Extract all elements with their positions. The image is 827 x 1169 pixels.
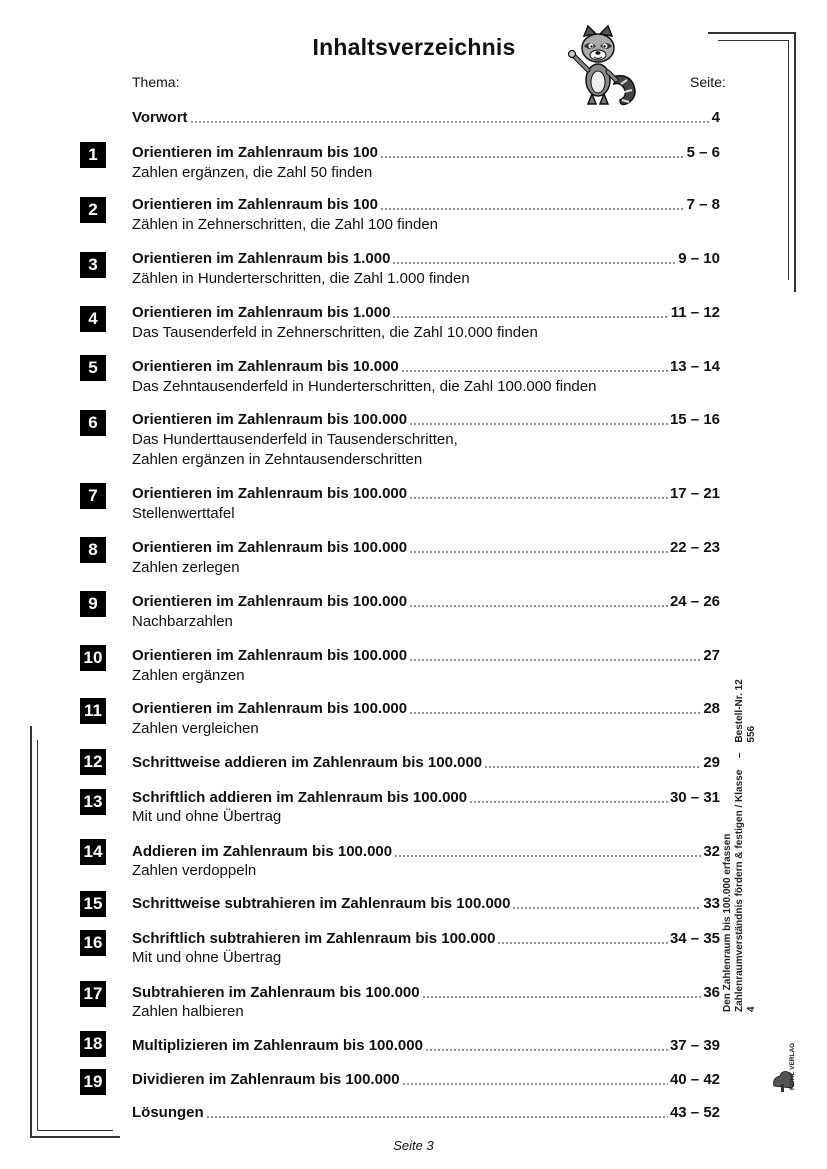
toc-entry-subtitle: Zahlen halbieren xyxy=(132,1003,244,1020)
toc-entry-pages: 34 – 35 xyxy=(669,930,720,947)
chapter-number-badge: 9 xyxy=(80,591,106,617)
chapter-number-badge: 17 xyxy=(80,981,106,1007)
chapter-number-badge: 11 xyxy=(80,698,106,724)
toc-entry-title: Schrittweise addieren im Zahlenraum bis 100.000 xyxy=(132,754,483,771)
frame-bottom-left-h2 xyxy=(37,1130,113,1131)
toc-entry-title: Subtrahieren im Zahlenraum bis 100.000 xyxy=(132,984,420,1001)
toc-entry-subtitle: Das Hunderttausenderfeld in Tausenderschritten, xyxy=(132,431,458,448)
toc-entry-pages: 9 – 10 xyxy=(678,250,720,267)
chapter-number-badge: 4 xyxy=(80,306,106,332)
dot-leader xyxy=(380,156,685,158)
toc-entry-subtitle: Nachbarzahlen xyxy=(132,613,233,630)
dot-leader xyxy=(394,855,701,857)
toc-entry-pages: 11 – 12 xyxy=(670,304,720,321)
toc-entry-subtitle: Zahlen ergänzen, die Zahl 50 finden xyxy=(132,164,373,181)
toc-entry-5[interactable] xyxy=(132,357,720,377)
toc-entry-title: Orientieren im Zahlenraum bis 100.000 xyxy=(132,647,408,664)
dot-leader xyxy=(484,766,701,768)
toc-entry-17[interactable] xyxy=(132,983,720,1003)
book-subtitle: Zahlenraumverständnis fördern & festigen / Klasse 4 xyxy=(734,769,757,1012)
toc-entry-pages: 27 xyxy=(703,647,720,664)
toc-entry-title: Orientieren im Zahlenraum bis 1.000 xyxy=(132,304,391,321)
toc-entry-title: Orientieren im Zahlenraum bis 10.000 xyxy=(132,358,399,375)
chapter-number-badge: 15 xyxy=(80,891,106,917)
book-subtitle-line xyxy=(734,662,758,1012)
chapter-number-badge: 13 xyxy=(80,789,106,815)
chapter-number-badge: 7 xyxy=(80,483,106,509)
toc-entry-10[interactable] xyxy=(132,646,720,666)
toc-entry-pages: 32 xyxy=(703,843,720,860)
toc-entry-3[interactable] xyxy=(132,249,720,269)
toc-entry-title: Orientieren im Zahlenraum bis 100 xyxy=(132,196,378,213)
toc-entry-1[interactable] xyxy=(132,143,720,163)
toc-entry-title: Lösungen xyxy=(132,1104,204,1121)
toc-entry-2[interactable] xyxy=(132,195,720,215)
dot-leader xyxy=(190,121,710,123)
page-number: Seite 3 xyxy=(393,1138,434,1153)
toc-entry-title: Orientieren im Zahlenraum bis 100.000 xyxy=(132,485,408,502)
dot-leader xyxy=(401,370,668,372)
toc-entry-6[interactable] xyxy=(132,410,720,430)
toc-entry-11[interactable] xyxy=(132,699,720,719)
separator-dash: – xyxy=(734,752,745,759)
toc-entry-subtitle: Stellenwerttafel xyxy=(132,505,235,522)
dot-leader xyxy=(409,659,701,661)
toc-entry-pages: 22 – 23 xyxy=(669,539,720,556)
chapter-number-badge: 18 xyxy=(80,1031,106,1057)
toc-entry-pages: 29 xyxy=(703,754,720,771)
toc-entry-16[interactable] xyxy=(132,929,720,949)
toc-entry-subtitle: Zahlen verdoppeln xyxy=(132,862,257,879)
dot-leader xyxy=(392,316,668,318)
toc-entry-14[interactable] xyxy=(132,842,720,862)
toc-entry-7[interactable] xyxy=(132,484,720,504)
toc-entry-title: Addieren im Zahlenraum bis 100.000 xyxy=(132,843,393,860)
frame-top-right-v2 xyxy=(788,40,789,280)
toc-entry-title: Orientieren im Zahlenraum bis 100.000 xyxy=(132,700,408,717)
dot-leader xyxy=(422,996,702,998)
frame-bottom-left-v2 xyxy=(37,740,38,1130)
book-info-sidebar xyxy=(722,662,762,1012)
topic-column-label: Thema: xyxy=(132,74,180,90)
toc-entry-15[interactable] xyxy=(132,894,720,914)
toc-entry-vorwort[interactable] xyxy=(132,108,720,128)
page-column-label: Seite: xyxy=(690,74,726,90)
dot-leader xyxy=(402,1083,668,1085)
toc-entry-pages: 30 – 31 xyxy=(669,789,720,806)
toc-entry-title: Schriftlich addieren im Zahlenraum bis 100.000 xyxy=(132,789,468,806)
frame-top-right-h2 xyxy=(718,40,788,41)
toc-entry-subtitle: Zahlen ergänzen in Zehntausenderschritten xyxy=(132,451,423,468)
dot-leader xyxy=(497,942,667,944)
toc-entry-pages: 36 xyxy=(703,984,720,1001)
dot-leader xyxy=(409,551,668,553)
toc-entry-subtitle: Zahlen ergänzen xyxy=(132,667,245,684)
toc-entry-subtitle: Das Tausenderfeld in Zehnerschritten, die Zahl 10.000 finden xyxy=(132,324,538,341)
raccoon-mascot-illustration xyxy=(558,24,638,108)
dot-leader xyxy=(425,1049,668,1051)
chapter-number-badge: 14 xyxy=(80,839,106,865)
toc-entry-12[interactable] xyxy=(132,753,720,773)
toc-entry-pages: 43 – 52 xyxy=(669,1104,720,1121)
toc-entry-19[interactable] xyxy=(132,1070,720,1090)
toc-entry-subtitle: Zählen in Zehnerschritten, die Zahl 100 finden xyxy=(132,216,439,233)
toc-entry-9[interactable] xyxy=(132,592,720,612)
chapter-number-badge: 12 xyxy=(80,749,106,775)
dot-leader xyxy=(512,907,701,909)
toc-entry-pages: 37 – 39 xyxy=(669,1037,720,1054)
frame-top-right-v1 xyxy=(794,32,796,292)
toc-entry-pages: 13 – 14 xyxy=(669,358,720,375)
toc-entry-title: Vorwort xyxy=(132,109,188,126)
chapter-number-badge: 5 xyxy=(80,355,106,381)
chapter-number-badge: 1 xyxy=(80,142,106,168)
order-number: Bestell-Nr. 12 556 xyxy=(734,679,757,743)
dot-leader xyxy=(409,497,668,499)
toc-entry-pages: 5 – 6 xyxy=(686,144,720,161)
chapter-number-badge: 3 xyxy=(80,252,106,278)
dot-leader xyxy=(409,423,668,425)
toc-entry-pages: 28 xyxy=(703,700,720,717)
dot-leader xyxy=(409,712,701,714)
toc-entry-title: Orientieren im Zahlenraum bis 100.000 xyxy=(132,411,408,428)
toc-entry-title: Orientieren im Zahlenraum bis 100.000 xyxy=(132,539,408,556)
toc-entry-4[interactable] xyxy=(132,303,720,323)
publisher-logo xyxy=(768,1034,798,1094)
dot-leader xyxy=(380,208,685,210)
toc-entry-pages: 40 – 42 xyxy=(669,1071,720,1088)
toc-entry-pages: 4 xyxy=(711,109,720,126)
chapter-number-badge: 16 xyxy=(80,930,106,956)
toc-entry-title: Schrittweise subtrahieren im Zahlenraum bis 100.000 xyxy=(132,895,511,912)
frame-top-right-h1 xyxy=(708,32,796,34)
toc-entry-pages: 7 – 8 xyxy=(686,196,720,213)
page-title: Inhaltsverzeichnis xyxy=(312,34,516,60)
book-title: Den Zahlenraum bis 100.000 erfassen xyxy=(722,833,733,1012)
toc-entry-pages: 15 – 16 xyxy=(669,411,720,428)
toc-entry-subtitle: Zahlen zerlegen xyxy=(132,559,240,576)
toc-entry-title: Orientieren im Zahlenraum bis 100 xyxy=(132,144,378,161)
chapter-number-badge: 8 xyxy=(80,537,106,563)
toc-entry-pages: 24 – 26 xyxy=(669,593,720,610)
toc-entry-13[interactable] xyxy=(132,788,720,808)
publisher-name: KOHL VERLAG xyxy=(789,1042,796,1090)
toc-entry-loesungen[interactable] xyxy=(132,1103,720,1123)
dot-leader xyxy=(409,605,668,607)
frame-bottom-left-v1 xyxy=(30,726,32,1138)
toc-entry-title: Orientieren im Zahlenraum bis 100.000 xyxy=(132,593,408,610)
toc-entry-pages: 17 – 21 xyxy=(669,485,720,502)
chapter-number-badge: 19 xyxy=(80,1069,106,1095)
dot-leader xyxy=(392,262,676,264)
dot-leader xyxy=(469,801,668,803)
chapter-number-badge: 10 xyxy=(80,645,106,671)
toc-entry-subtitle: Zahlen vergleichen xyxy=(132,720,259,737)
chapter-number-badge: 6 xyxy=(80,410,106,436)
toc-entry-title: Multiplizieren im Zahlenraum bis 100.000 xyxy=(132,1037,423,1054)
toc-entry-18[interactable] xyxy=(132,1036,720,1056)
toc-entry-subtitle: Zählen in Hunderterschritten, die Zahl 1.000 finden xyxy=(132,270,470,287)
toc-entry-title: Schriftlich subtrahieren im Zahlenraum bis 100.000 xyxy=(132,930,496,947)
toc-entry-title: Orientieren im Zahlenraum bis 1.000 xyxy=(132,250,391,267)
toc-entry-subtitle: Das Zehntausenderfeld in Hunderterschritten, die Zahl 100.000 finden xyxy=(132,378,597,395)
toc-entry-title: Dividieren im Zahlenraum bis 100.000 xyxy=(132,1071,400,1088)
dot-leader xyxy=(206,1116,668,1118)
toc-entry-8[interactable] xyxy=(132,538,720,558)
toc-entry-pages: 33 xyxy=(703,895,720,912)
toc-entry-subtitle: Mit und ohne Übertrag xyxy=(132,808,282,825)
toc-entry-subtitle: Mit und ohne Übertrag xyxy=(132,949,282,966)
chapter-number-badge: 2 xyxy=(80,197,106,223)
